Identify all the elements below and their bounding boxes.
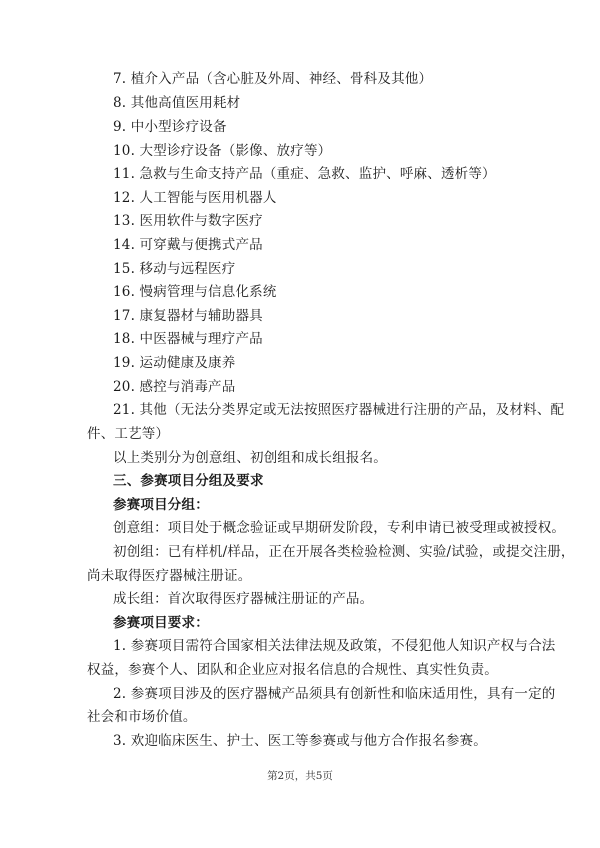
grouping-heading: 参赛项目分组： bbox=[113, 497, 209, 513]
list-item: 17. 康复器材与辅助器具 bbox=[113, 308, 263, 324]
group-startup-line2: 尚未取得医疗器械注册证。 bbox=[87, 568, 252, 584]
list-item-21-line1: 21. 其他（无法分类界定或无法按照医疗器械进行注册的产品，及材料、配 bbox=[113, 402, 565, 418]
list-item: 7. 植介入产品（含心脏及外周、神经、骨科及其他） bbox=[113, 71, 433, 87]
list-item: 10. 大型诊疗设备（影像、放疗等） bbox=[113, 143, 332, 159]
list-item: 19. 运动健康及康养 bbox=[113, 355, 236, 371]
page-number-footer: 第2页，共5页 bbox=[267, 770, 333, 782]
list-item: 12. 人工智能与医用机器人 bbox=[113, 190, 277, 206]
group-growth: 成长组：首次取得医疗器械注册证的产品。 bbox=[113, 591, 374, 607]
section-heading: 三、参赛项目分组及要求 bbox=[113, 473, 264, 489]
category-summary: 以上类别分为创意组、初创组和成长组报名。 bbox=[113, 450, 387, 466]
requirement-2-line1: 2. 参赛项目涉及的医疗器械产品须具有创新性和临床适用性，具有一定的 bbox=[113, 686, 556, 702]
list-item: 14. 可穿戴与便携式产品 bbox=[113, 237, 263, 253]
list-item: 13. 医用软件与数字医疗 bbox=[113, 213, 263, 229]
requirements-heading: 参赛项目要求： bbox=[113, 615, 209, 631]
list-item: 18. 中医器械与理疗产品 bbox=[113, 331, 263, 347]
list-item: 20. 感控与消毒产品 bbox=[113, 379, 236, 395]
group-startup-line1: 初创组：已有样机/样品，正在开展各类检验检测、实验/试验，或提交注册， bbox=[113, 544, 575, 560]
requirement-2-line2: 社会和市场价值。 bbox=[87, 709, 197, 725]
list-item: 8. 其他高值医用耗材 bbox=[113, 95, 241, 111]
list-item: 16. 慢病管理与信息化系统 bbox=[113, 284, 277, 300]
requirement-3-line1: 3. 欢迎临床医生、护士、医工等参赛或与他方合作报名参赛。 bbox=[113, 733, 487, 749]
list-item: 9. 中小型诊疗设备 bbox=[113, 119, 227, 135]
list-item-21-line2: 件、工艺等） bbox=[87, 426, 170, 442]
requirement-1-line1: 1. 参赛项目需符合国家相关法律法规及政策，不侵犯他人知识产权与合法 bbox=[113, 638, 556, 654]
requirement-1-line2: 权益，参赛个人、团队和企业应对报名信息的合规性、真实性负责。 bbox=[87, 662, 498, 678]
group-creative: 创意组：项目处于概念验证或早期研发阶段，专利申请已被受理或被授权。 bbox=[113, 520, 566, 536]
list-item: 11. 急救与生命支持产品（重症、急救、监护、呼麻、透析等） bbox=[113, 166, 496, 182]
list-item: 15. 移动与远程医疗 bbox=[113, 261, 236, 277]
